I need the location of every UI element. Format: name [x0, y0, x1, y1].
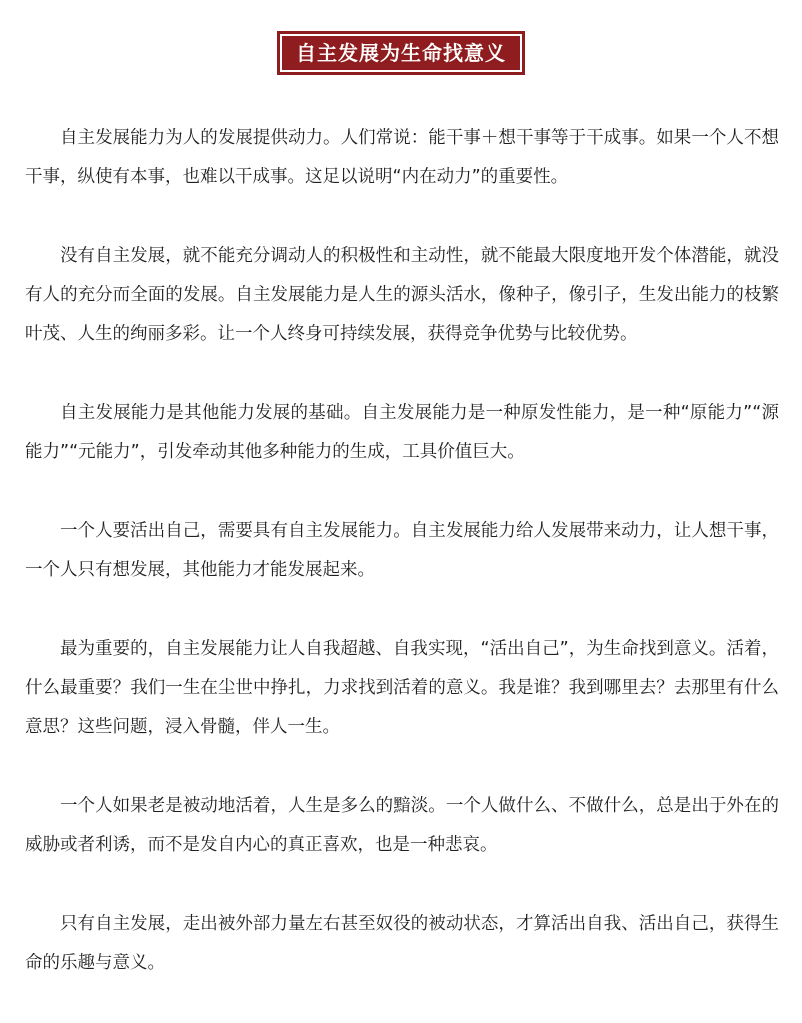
article-title: 自主发展为生命找意义 — [280, 34, 522, 72]
paragraph-6: 一个人如果老是被动地活着，人生是多么的黯淡。一个人做什么、不做什么，总是出于外在的威胁或者利诱，而不是发自内心的真正喜欢，也是一种悲哀。 — [25, 796, 779, 855]
paragraph-3: 自主发展能力是其他能力发展的基础。自主发展能力是一种原发性能力，是一种“原能力”“源能力”“元能力”，引发牵动其他多种能力的生成，工具价值巨大。 — [25, 403, 779, 462]
article-body — [25, 119, 779, 1023]
paragraph-1: 自主发展能力为人的发展提供动力。人们常说：能干事＋想干事等于干成事。如果一个人不想干事，纵使有本事，也难以干成事。这足以说明“内在动力”的重要性。 — [25, 128, 779, 187]
paragraph-2: 没有自主发展，就不能充分调动人的积极性和主动性，就不能最大限度地开发个体潜能，就没有人的充分而全面的发展。自主发展能力是人生的源头活水，像种子，像引子，生发出能力的枝繁叶茂、人生的绚丽多彩。让一个人终身可持续发展，获得竞争优势与比较优势。 — [25, 246, 779, 344]
paragraph-4: 一个人要活出自己，需要具有自主发展能力。自主发展能力给人发展带来动力，让人想干事，一个人只有想发展，其他能力才能发展起来。 — [25, 521, 779, 580]
paragraph-7: 只有自主发展，走出被外部力量左右甚至奴役的被动状态，才算活出自我、活出自己，获得生命的乐趣与意义。 — [25, 914, 779, 973]
paragraph-5: 最为重要的，自主发展能力让人自我超越、自我实现，“活出自己”，为生命找到意义。活着，什么最重要？我们一生在尘世中挣扎，力求找到活着的意义。我是谁？我到哪里去？去那里有什么意思？这些问题，浸入骨髓，伴人一生。 — [25, 639, 779, 737]
title-container — [0, 34, 802, 72]
